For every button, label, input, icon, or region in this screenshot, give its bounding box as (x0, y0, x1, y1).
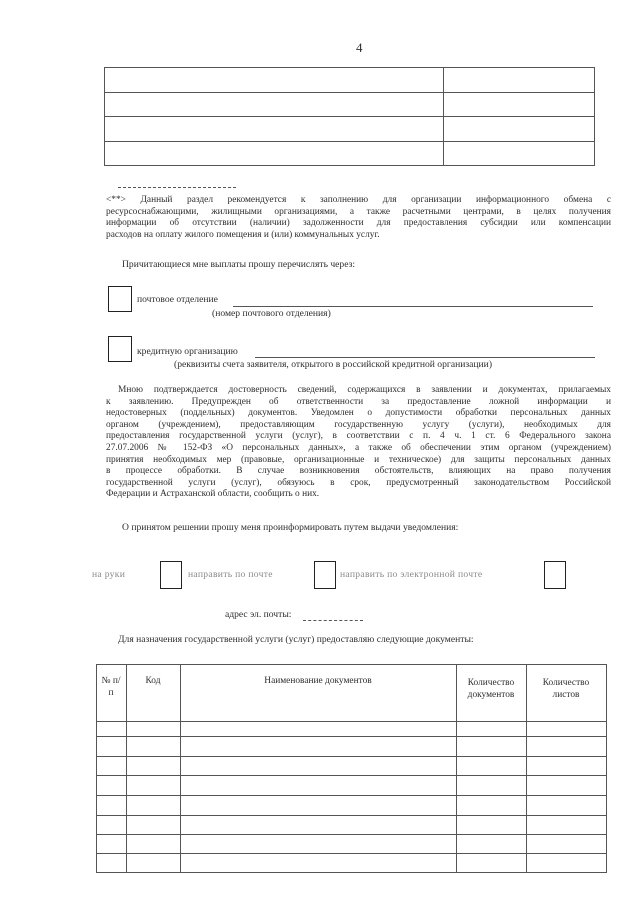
documents-intro: Для назначения государственной услуги (услуг) предоставляю следующие документы: (118, 634, 474, 645)
footnote-separator (118, 187, 236, 188)
consent-paragraph: Мною подтверждается достоверность сведений, содержащихся в заявлении и документах, прилагаемых к заявлению. Предупрежден об ответственности за предоставление ложной информации и недостоверных (поддельных) документов. Уведомлен о допустимости обработки персональных данных органом (учреждением), предоставляющим государственную услугу (услуги), необходимых для предоставления государственной услуги (услуг), в соответствии с п. 4 ч. 1 ст. 6 Федерального закона 27.07.2006 № 152-ФЗ «О персональных данных», а также об обеспечении этим органом (учреждением) принятия необходимых мер (правовые, организационные и техническое) для защиты персональных данных в процессе обработки. В случае возникновения обстоятельств, влияющих на право получения государственной услуги (услуг), обязуюсь в срок, предусмотренный законодательством Российской Федерации и Астраханской области, сообщить о них. (106, 385, 611, 500)
notify-intro: О принятом решении прошу меня проинформировать путем выдачи уведомления: (122, 522, 459, 533)
notify-by-email-checkbox[interactable] (544, 561, 566, 589)
payout-intro: Причитающиеся мне выплаты прошу перечислять через: (122, 259, 356, 270)
col-header-sheet-count: Количество листов (542, 678, 590, 700)
post-office-checkbox[interactable] (108, 286, 132, 312)
col-header-doc-name: Наименование документов (264, 676, 372, 686)
credit-org-checkbox[interactable] (108, 336, 132, 362)
footnote-text: <**> Данный раздел рекомендуется к заполнению для организации информационного обмена с ресурсоснабжающими, жилищными организациями, а также расчетными центрами, в целях получения информации об отсутствии (наличии) задолженности для предоставления субсидии или компенсации расходов на оплату жилого помещения и (или) коммунальных услуг. (106, 195, 612, 240)
post-office-label: почтовое отделение (137, 294, 218, 305)
col-header-doc-count: Количество документов (467, 678, 515, 700)
notify-by-mail-label: направить по почте (188, 569, 273, 580)
notify-by-mail-checkbox[interactable] (314, 561, 336, 589)
col-header-number: № п/п (101, 676, 121, 698)
notify-by-email-label: направить по электронной почте (340, 569, 483, 580)
credit-org-input-line[interactable] (255, 357, 595, 358)
post-office-caption: (номер почтового отделения) (212, 308, 331, 319)
notify-in-person-label: на руки (92, 569, 126, 580)
page-number: 4 (356, 40, 363, 55)
post-office-input-line[interactable] (233, 306, 593, 307)
notify-in-person-checkbox[interactable] (160, 561, 182, 589)
footnote-marker: <**> (106, 195, 126, 205)
col-header-code: Код (145, 676, 161, 686)
email-input-line[interactable] (303, 620, 363, 621)
credit-org-label: кредитную организацию (137, 346, 238, 357)
credit-org-caption: (реквизиты счета заявителя, открытого в российской кредитной организации) (174, 359, 493, 370)
email-label: адрес эл. почты: (225, 609, 292, 620)
